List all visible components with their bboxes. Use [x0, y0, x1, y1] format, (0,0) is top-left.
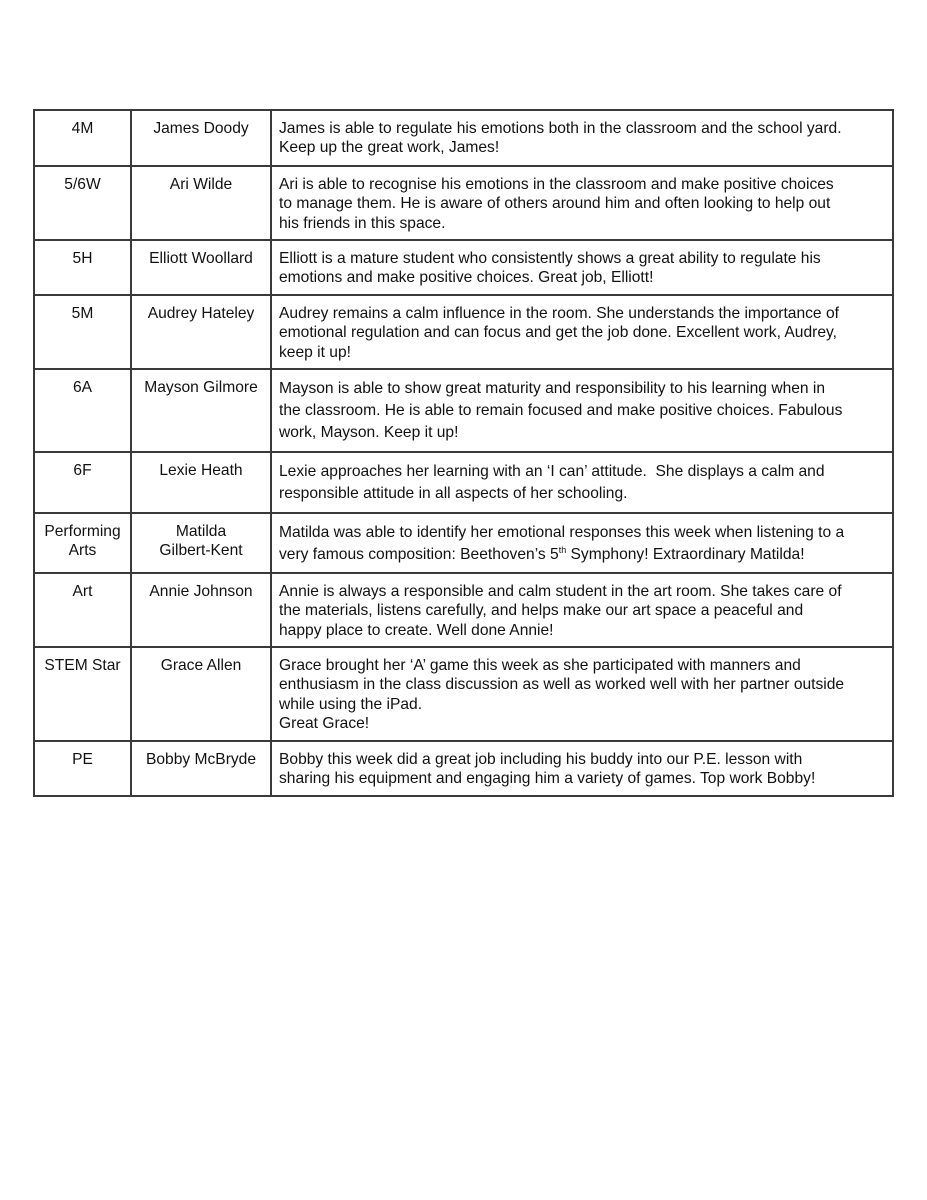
comment-cell	[271, 110, 893, 166]
table-row	[34, 741, 893, 796]
comment-line: his friends in this space.	[279, 214, 446, 232]
student-name-cell	[131, 295, 271, 369]
comment-cell	[271, 452, 893, 513]
class-label: 4M	[71, 120, 94, 137]
student-name: James Doody	[153, 120, 249, 137]
student-name-cell	[131, 647, 271, 741]
comment-cell	[271, 295, 893, 369]
comment-line: James is able to regulate his emotions both in the classroom and the school yard.	[279, 120, 842, 137]
table-row	[34, 452, 893, 513]
class-label: 5/6W	[64, 176, 101, 193]
student-name-cell	[131, 110, 271, 166]
student-name: Bobby McBryde	[145, 751, 257, 768]
comment-line: Matilda was able to identify her emotional responses this week when listening to a	[279, 524, 845, 541]
class-label: Performing	[44, 523, 121, 540]
comment-line: Keep up the great work, James!	[279, 139, 500, 157]
student-name-cell	[131, 369, 271, 452]
comment-line: Ari is able to recognise his emotions in the classroom and make positive choices	[279, 176, 834, 193]
comment-line: the materials, listens carefully, and helps make our art space a peaceful and	[279, 602, 804, 620]
table-row	[34, 513, 893, 573]
class-cell	[34, 573, 131, 647]
comment-cell	[271, 513, 893, 573]
class-label: 5H	[72, 250, 93, 267]
class-label: 6A	[72, 379, 93, 396]
student-name: Ari Wilde	[169, 176, 233, 193]
table-row	[34, 110, 893, 166]
comment-line: Elliott is a mature student who consistently shows a great ability to regulate his	[279, 250, 821, 267]
comment-line: the classroom. He is able to remain focused and make positive choices. Fabulous	[279, 402, 843, 419]
class-cell	[34, 240, 131, 295]
student-name-cell	[131, 573, 271, 647]
comment-line: Great Grace!	[279, 714, 370, 732]
class-cell	[34, 110, 131, 166]
table-row	[34, 166, 893, 240]
comment-line: Annie is always a responsible and calm student in the art room. She takes care of	[279, 583, 842, 600]
class-label: 6F	[73, 462, 92, 479]
comment-line	[279, 544, 888, 566]
ordinal-suffix: th	[558, 545, 567, 555]
student-name: Lexie Heath	[159, 462, 243, 479]
comment-line: work, Mayson. Keep it up!	[279, 424, 459, 441]
comment-line: Audrey remains a calm influence in the room. She understands the importance of	[279, 305, 839, 322]
student-name: Mayson Gilmore	[144, 379, 258, 396]
comment-line: Bobby this week did a great job including his buddy into our P.E. lesson with	[279, 751, 803, 768]
comment-cell	[271, 647, 893, 741]
comment-line: emotional regulation and can focus and get the job done. Excellent work, Audrey,	[279, 324, 837, 342]
comment-text: Symphony! Extraordinary Matilda!	[566, 546, 805, 563]
comment-cell	[271, 573, 893, 647]
student-name: Matilda	[175, 523, 227, 540]
class-cell	[34, 647, 131, 741]
class-cell	[34, 369, 131, 452]
class-cell	[34, 295, 131, 369]
table-row	[34, 573, 893, 647]
student-name-cell	[131, 240, 271, 295]
student-name: Elliott Woollard	[149, 250, 253, 267]
student-name: Grace Allen	[160, 657, 242, 674]
student-name-cell	[131, 513, 271, 573]
table-row	[34, 647, 893, 741]
class-cell	[34, 452, 131, 513]
class-label: Art	[72, 583, 93, 600]
comment-text: very famous composition: Beethoven’s 5	[279, 546, 559, 563]
class-label: Arts	[68, 542, 97, 560]
student-name: Audrey Hateley	[147, 305, 255, 322]
comment-cell	[271, 240, 893, 295]
table-row	[34, 369, 893, 452]
comment-line: emotions and make positive choices. Great job, Elliott!	[279, 269, 654, 287]
comment-cell	[271, 741, 893, 796]
comment-cell	[271, 166, 893, 240]
student-awards-table	[33, 109, 894, 797]
student-name: Annie Johnson	[149, 583, 253, 600]
student-name-cell	[131, 741, 271, 796]
comment-line: Mayson is able to show great maturity and responsibility to his learning when in	[279, 380, 826, 397]
table-row	[34, 295, 893, 369]
student-name: Gilbert-Kent	[159, 542, 243, 560]
comment-cell	[271, 369, 893, 452]
comment-line: Lexie approaches her learning with an ‘I can’ attitude. She displays a calm and	[279, 463, 825, 480]
table-row	[34, 240, 893, 295]
class-label: PE	[72, 751, 93, 768]
comment-line: responsible attitude in all aspects of her schooling.	[279, 485, 628, 502]
comment-line: while using the iPad.	[279, 695, 423, 713]
class-label: 5M	[71, 305, 94, 322]
comment-line: sharing his equipment and engaging him a variety of games. Top work Bobby!	[279, 770, 816, 788]
comment-line: Grace brought her ‘A’ game this week as she participated with manners and	[279, 657, 801, 674]
student-name-cell	[131, 166, 271, 240]
class-cell	[34, 513, 131, 573]
student-name-cell	[131, 452, 271, 513]
class-label: STEM Star	[44, 657, 121, 674]
class-cell	[34, 741, 131, 796]
comment-line: happy place to create. Well done Annie!	[279, 621, 554, 639]
comment-line: keep it up!	[279, 343, 351, 361]
class-cell	[34, 166, 131, 240]
comment-line: to manage them. He is aware of others around him and often looking to help out	[279, 195, 831, 213]
comment-line: enthusiasm in the class discussion as well as worked well with her partner outside	[279, 676, 845, 694]
